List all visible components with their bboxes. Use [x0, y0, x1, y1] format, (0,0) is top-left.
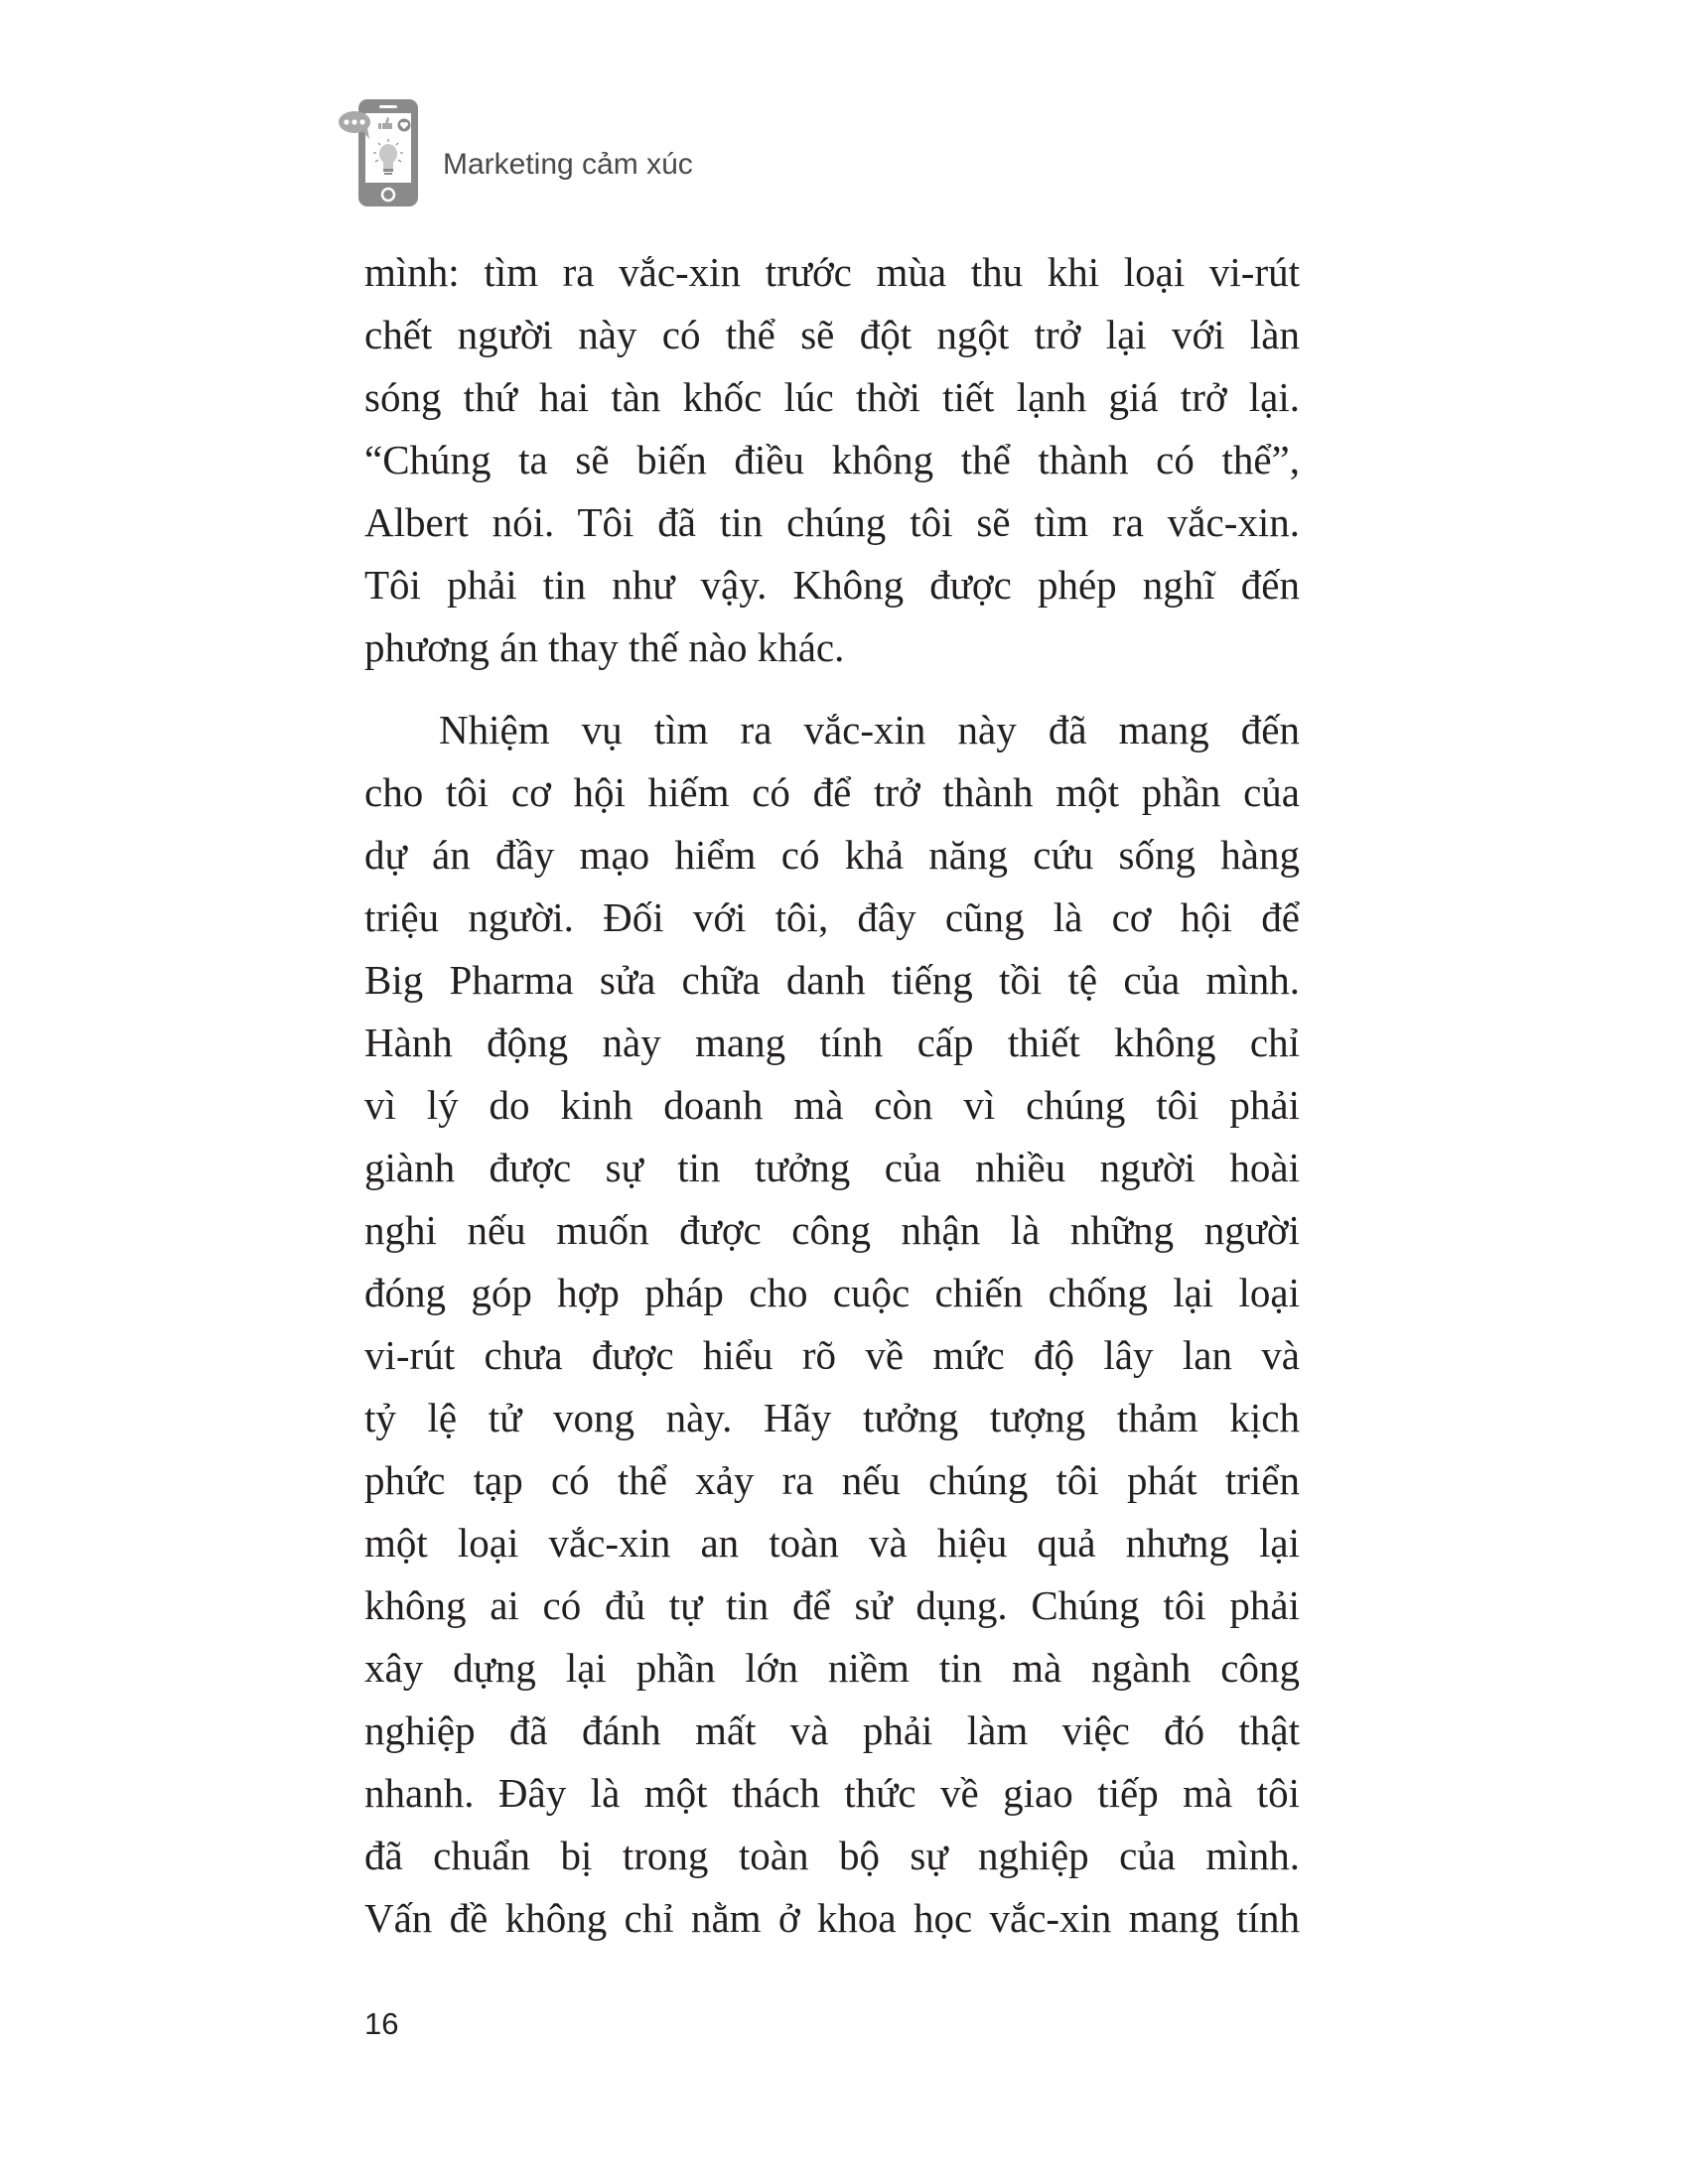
- text-line: không ai có đủ tự tin để sử dụng. Chúng tôi phải: [364, 1582, 1300, 1628]
- text-line: nghi nếu muốn được công nhận là những người: [364, 1207, 1300, 1253]
- page-number: 16: [364, 2006, 399, 2041]
- body-text: [364, 241, 1300, 1950]
- text-line: Big Pharma sửa chữa danh tiếng tồi tệ của mình.: [364, 957, 1300, 1003]
- text-line: xây dựng lại phần lớn niềm tin mà ngành công: [364, 1645, 1300, 1691]
- text-line: giành được sự tin tưởng của nhiều người hoài: [364, 1145, 1300, 1190]
- text-line: Hành động này mang tính cấp thiết không chỉ: [364, 1020, 1300, 1065]
- paragraph: [364, 699, 1300, 1950]
- text-line: đóng góp hợp pháp cho cuộc chiến chống lại loại: [364, 1270, 1300, 1315]
- text-line: mình: tìm ra vắc-xin trước mùa thu khi loại vi-rút: [364, 249, 1300, 295]
- smartphone-lightbulb-icon: [338, 97, 419, 208]
- text-line: tỷ lệ tử vong này. Hãy tưởng tượng thảm kịch: [364, 1395, 1300, 1440]
- text-line: cho tôi cơ hội hiếm có để trở thành một phần của: [364, 769, 1300, 815]
- text-line: triệu người. Đối với tôi, đây cũng là cơ hội để: [364, 894, 1300, 940]
- text-line: sóng thứ hai tàn khốc lúc thời tiết lạnh giá trở lại.: [364, 374, 1300, 420]
- text-line: Tôi phải tin như vậy. Không được phép nghĩ đến: [364, 562, 1300, 608]
- text-line: nhanh. Đây là một thách thức về giao tiếp mà tôi: [364, 1770, 1300, 1816]
- text-line: nghiệp đã đánh mất và phải làm việc đó thật: [364, 1707, 1300, 1753]
- text-line: Albert nói. Tôi đã tin chúng tôi sẽ tìm ra vắc-xin.: [364, 499, 1300, 545]
- text-line: phương án thay thế nào khác.: [364, 624, 845, 670]
- paragraph: [364, 241, 1300, 679]
- text-line: một loại vắc-xin an toàn và hiệu quả nhưng lại: [364, 1520, 1300, 1566]
- text-line: chết người này có thể sẽ đột ngột trở lại với làn: [364, 312, 1300, 357]
- text-line: vi-rút chưa được hiểu rõ về mức độ lây lan và: [364, 1332, 1300, 1378]
- text-line: “Chúng ta sẽ biến điều không thể thành có thể”,: [364, 437, 1300, 482]
- text-line: phức tạp có thể xảy ra nếu chúng tôi phát triển: [364, 1457, 1300, 1503]
- text-line: Nhiệm vụ tìm ra vắc-xin này đã mang đến: [439, 707, 1300, 752]
- text-line: Vấn đề không chỉ nằm ở khoa học vắc-xin mang tính: [364, 1895, 1300, 1941]
- running-header-title: Marketing cảm xúc: [443, 148, 693, 181]
- text-line: dự án đầy mạo hiểm có khả năng cứu sống hàng: [364, 832, 1300, 878]
- text-line: đã chuẩn bị trong toàn bộ sự nghiệp của mình.: [364, 1833, 1300, 1878]
- text-line: vì lý do kinh doanh mà còn vì chúng tôi phải: [364, 1082, 1300, 1128]
